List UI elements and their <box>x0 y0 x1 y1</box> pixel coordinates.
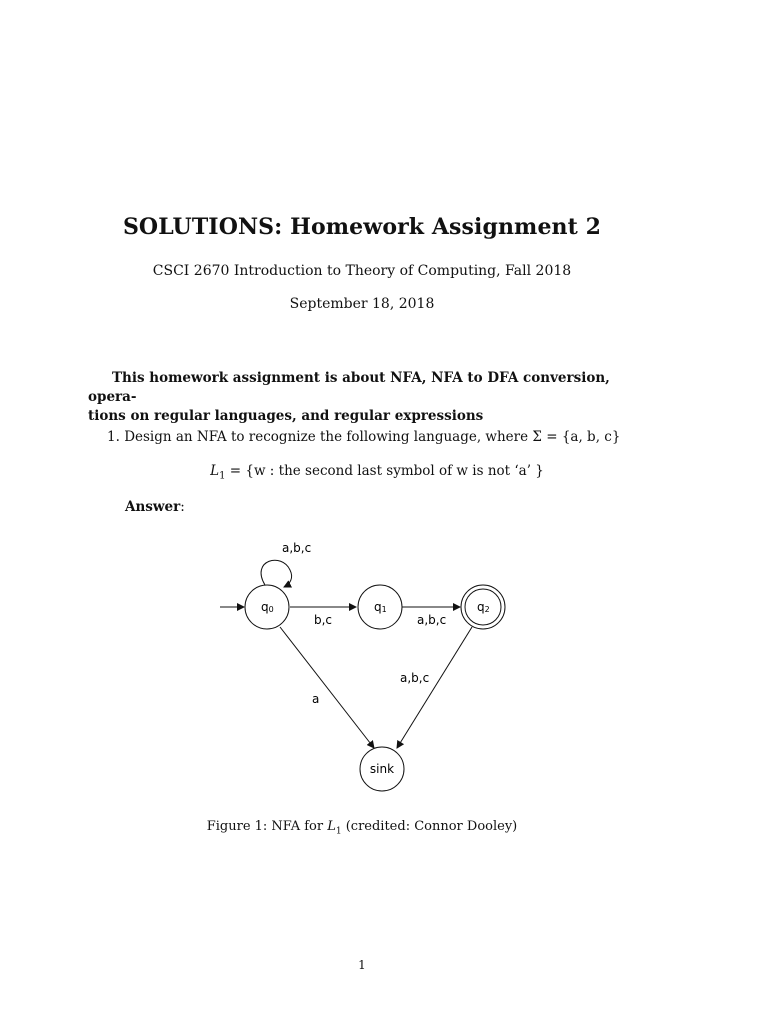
question-1 <box>107 429 620 445</box>
state-q2-sub: 2 <box>484 605 490 614</box>
caption-lang: L <box>327 819 336 834</box>
answer-label: Answer <box>125 499 181 515</box>
state-q0 <box>245 585 289 629</box>
state-q1-sub: 1 <box>381 605 387 614</box>
answer-colon: : <box>180 499 185 515</box>
transition-q0-q0 <box>261 560 292 587</box>
page-title: SOLUTIONS: Homework Assignment 2 <box>122 214 602 240</box>
label-q0-sink: a <box>312 692 320 706</box>
label-q0-q1: b,c <box>314 613 333 627</box>
state-sink-label: sink <box>369 762 395 776</box>
language-subscript: 1 <box>219 470 226 482</box>
label-q0-q0: a,b,c <box>282 541 312 555</box>
label-q2-sink: a,b,c <box>400 671 430 685</box>
state-q2-label: q <box>477 600 485 614</box>
nfa-diagram <box>210 530 520 800</box>
state-q0-sub: 0 <box>268 605 274 614</box>
state-q1 <box>358 585 402 629</box>
caption-suffix: (credited: Connor Dooley) <box>341 819 518 834</box>
language-body: = {w : the second last symbol of w is not ‘a’ } <box>225 463 544 479</box>
question-number: 1. <box>107 429 120 445</box>
figure-caption <box>0 819 724 837</box>
transition-q0-sink <box>280 627 374 748</box>
intro-paragraph <box>88 369 644 426</box>
caption-prefix: Figure 1: NFA for <box>206 819 328 834</box>
course-line: CSCI 2670 Introduction to Theory of Computing, Fall 2018 <box>152 263 572 279</box>
language-symbol: L <box>210 463 220 479</box>
state-q1-label: q <box>374 600 382 614</box>
answer-heading <box>125 499 185 515</box>
transition-q2-sink <box>397 627 472 748</box>
intro-line-1: This homework assignment is about NFA, NFA to DFA conversion, opera- <box>88 370 610 405</box>
state-q0-label: q <box>261 600 269 614</box>
date-line: September 18, 2018 <box>289 296 435 312</box>
label-q1-q2: a,b,c <box>417 613 447 627</box>
question-text: Design an NFA to recognize the following language, where Σ = {a, b, c} <box>124 429 621 445</box>
page-number: 1 <box>358 958 366 972</box>
state-sink <box>360 747 404 791</box>
intro-line-2: tions on regular languages, and regular expressions <box>88 408 484 424</box>
state-q2 <box>461 585 505 629</box>
language-definition <box>0 463 754 482</box>
caption-sub: 1 <box>335 826 342 837</box>
